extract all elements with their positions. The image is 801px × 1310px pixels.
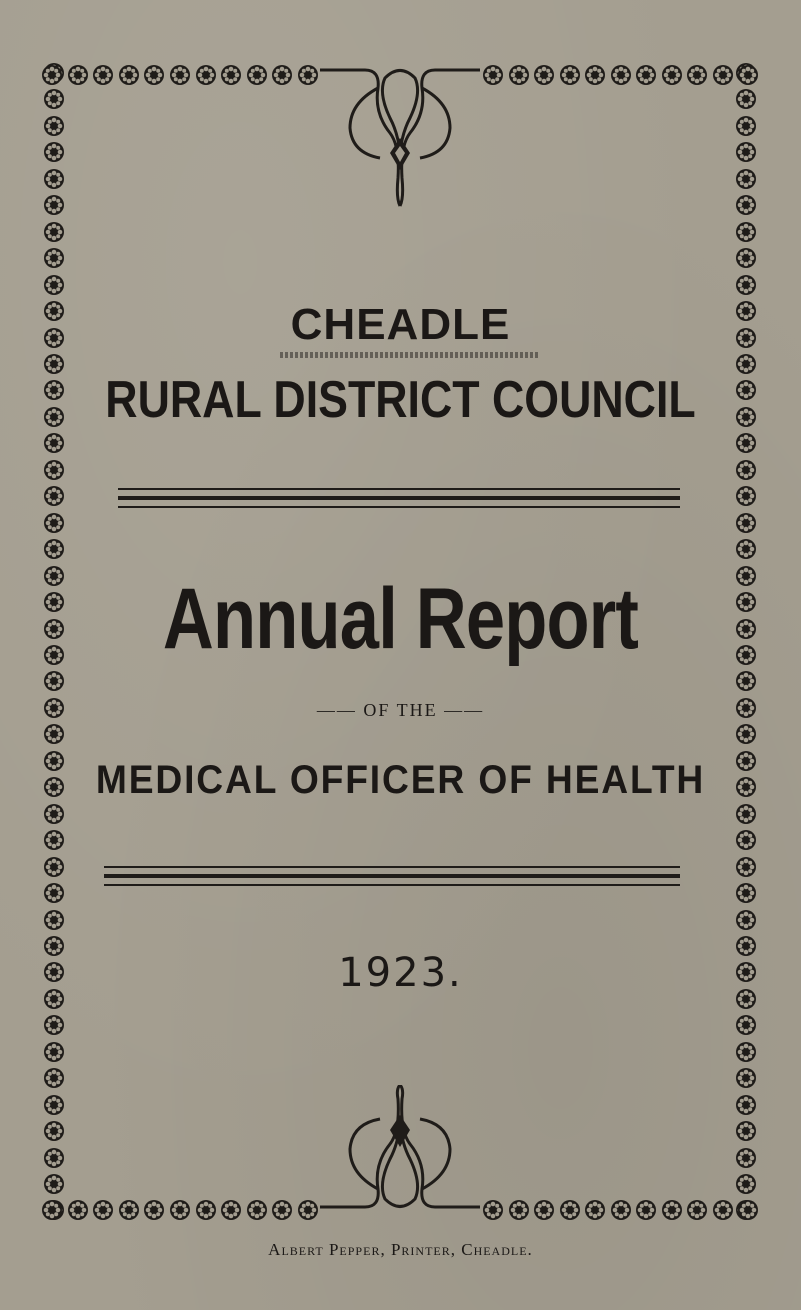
- right-border: [733, 62, 759, 1222]
- rosette-icon: [735, 1173, 757, 1195]
- bottom-border-left: [41, 1197, 319, 1223]
- rosette-icon: [508, 1199, 530, 1221]
- rosette-icon: [737, 64, 759, 86]
- rosette-icon: [43, 723, 65, 745]
- rosette-icon: [43, 247, 65, 269]
- rosette-icon: [43, 459, 65, 481]
- rosette-icon: [67, 64, 89, 86]
- rosette-icon: [735, 247, 757, 269]
- printer-imprint: Albert Pepper, Printer, Cheadle.: [268, 1240, 533, 1259]
- divider: [118, 488, 680, 490]
- top-border-left: [41, 62, 319, 88]
- rosette-icon: [43, 168, 65, 190]
- rosette-icon: [43, 538, 65, 560]
- rosette-icon: [712, 1199, 734, 1221]
- report-title: Annual Report: [162, 571, 639, 667]
- rosette-icon: [92, 64, 114, 86]
- rosette-icon: [735, 1120, 757, 1142]
- rosette-icon: [43, 670, 65, 692]
- rosette-icon: [43, 1067, 65, 1089]
- rosette-icon: [735, 459, 757, 481]
- rosette-icon: [43, 565, 65, 587]
- scroll-ornament-icon: [310, 1085, 490, 1215]
- rosette-icon: [735, 221, 757, 243]
- rosette-icon: [43, 591, 65, 613]
- rosette-icon: [661, 64, 683, 86]
- rosette-icon: [610, 64, 632, 86]
- rosette-icon: [661, 1199, 683, 1221]
- bottom-border-right: [482, 1197, 759, 1223]
- rosette-icon: [220, 1199, 242, 1221]
- rosette-icon: [735, 141, 757, 163]
- rosette-icon: [533, 64, 555, 86]
- rosette-icon: [735, 882, 757, 904]
- rosette-icon: [92, 1199, 114, 1221]
- rosette-icon: [686, 64, 708, 86]
- officer-title: MEDICAL OFFICER OF HEALTH: [95, 758, 706, 802]
- rosette-icon: [735, 512, 757, 534]
- divider: [118, 496, 680, 500]
- rosette-icon: [43, 803, 65, 825]
- rosette-icon: [195, 1199, 217, 1221]
- rosette-icon: [43, 194, 65, 216]
- rosette-icon: [43, 274, 65, 296]
- rosette-icon: [735, 909, 757, 931]
- rosette-icon: [246, 1199, 268, 1221]
- rosette-icon: [559, 1199, 581, 1221]
- rosette-icon: [43, 88, 65, 110]
- rosette-icon: [610, 1199, 632, 1221]
- rosette-icon: [43, 1120, 65, 1142]
- rosette-icon: [143, 64, 165, 86]
- rosette-icon: [735, 856, 757, 878]
- rosette-icon: [43, 829, 65, 851]
- rosette-icon: [635, 64, 657, 86]
- place-title: CHEADLE: [290, 300, 511, 349]
- rosette-icon: [735, 644, 757, 666]
- rosette-icon: [43, 141, 65, 163]
- rosette-icon: [735, 1067, 757, 1089]
- rosette-icon: [584, 1199, 606, 1221]
- rosette-icon: [43, 644, 65, 666]
- rosette-icon: [43, 1014, 65, 1036]
- rosette-icon: [712, 64, 734, 86]
- rosette-icon: [735, 1041, 757, 1063]
- rosette-icon: [41, 64, 63, 86]
- rosette-icon: [533, 1199, 555, 1221]
- rosette-icon: [737, 1199, 759, 1221]
- rosette-icon: [735, 115, 757, 137]
- rosette-icon: [735, 432, 757, 454]
- of-the-label: —— OF THE ——: [316, 700, 485, 720]
- rosette-icon: [735, 88, 757, 110]
- rosette-icon: [735, 803, 757, 825]
- rosette-icon: [43, 115, 65, 137]
- rosette-icon: [735, 565, 757, 587]
- rosette-icon: [43, 512, 65, 534]
- rosette-icon: [43, 618, 65, 640]
- rosette-icon: [686, 1199, 708, 1221]
- left-border: [41, 62, 67, 1222]
- rosette-icon: [143, 1199, 165, 1221]
- rosette-icon: [43, 221, 65, 243]
- divider: [118, 506, 680, 508]
- rosette-icon: [43, 1147, 65, 1169]
- rosette-icon: [43, 882, 65, 904]
- rosette-icon: [735, 194, 757, 216]
- rosette-icon: [735, 618, 757, 640]
- rosette-icon: [735, 829, 757, 851]
- divider: [104, 874, 680, 878]
- top-border-right: [482, 62, 759, 88]
- rosette-icon: [735, 274, 757, 296]
- rosette-icon: [169, 64, 191, 86]
- rosette-icon: [43, 432, 65, 454]
- rosette-icon: [43, 1041, 65, 1063]
- rosette-icon: [735, 538, 757, 560]
- rosette-icon: [735, 1147, 757, 1169]
- rosette-icon: [559, 64, 581, 86]
- rosette-icon: [118, 64, 140, 86]
- rosette-icon: [271, 1199, 293, 1221]
- rosette-icon: [735, 168, 757, 190]
- rosette-icon: [735, 723, 757, 745]
- rosette-icon: [246, 64, 268, 86]
- rosette-icon: [169, 1199, 191, 1221]
- rosette-icon: [43, 909, 65, 931]
- rosette-icon: [508, 64, 530, 86]
- rosette-icon: [735, 670, 757, 692]
- rosette-icon: [220, 64, 242, 86]
- divider: [104, 866, 680, 868]
- rosette-icon: [43, 1173, 65, 1195]
- rosette-icon: [735, 1094, 757, 1116]
- rosette-icon: [584, 64, 606, 86]
- council-title: RURAL DISTRICT COUNCIL: [105, 371, 696, 429]
- rosette-icon: [43, 485, 65, 507]
- report-year: 1923.: [338, 950, 463, 996]
- divider: [104, 884, 680, 886]
- ink-smudge: [280, 352, 540, 358]
- rosette-icon: [118, 1199, 140, 1221]
- rosette-icon: [67, 1199, 89, 1221]
- scroll-ornament-icon: [310, 58, 490, 208]
- rosette-icon: [195, 64, 217, 86]
- rosette-icon: [43, 1094, 65, 1116]
- rosette-icon: [635, 1199, 657, 1221]
- rosette-icon: [735, 485, 757, 507]
- rosette-icon: [43, 856, 65, 878]
- rosette-icon: [271, 64, 293, 86]
- rosette-icon: [735, 1014, 757, 1036]
- rosette-icon: [735, 591, 757, 613]
- rosette-icon: [41, 1199, 63, 1221]
